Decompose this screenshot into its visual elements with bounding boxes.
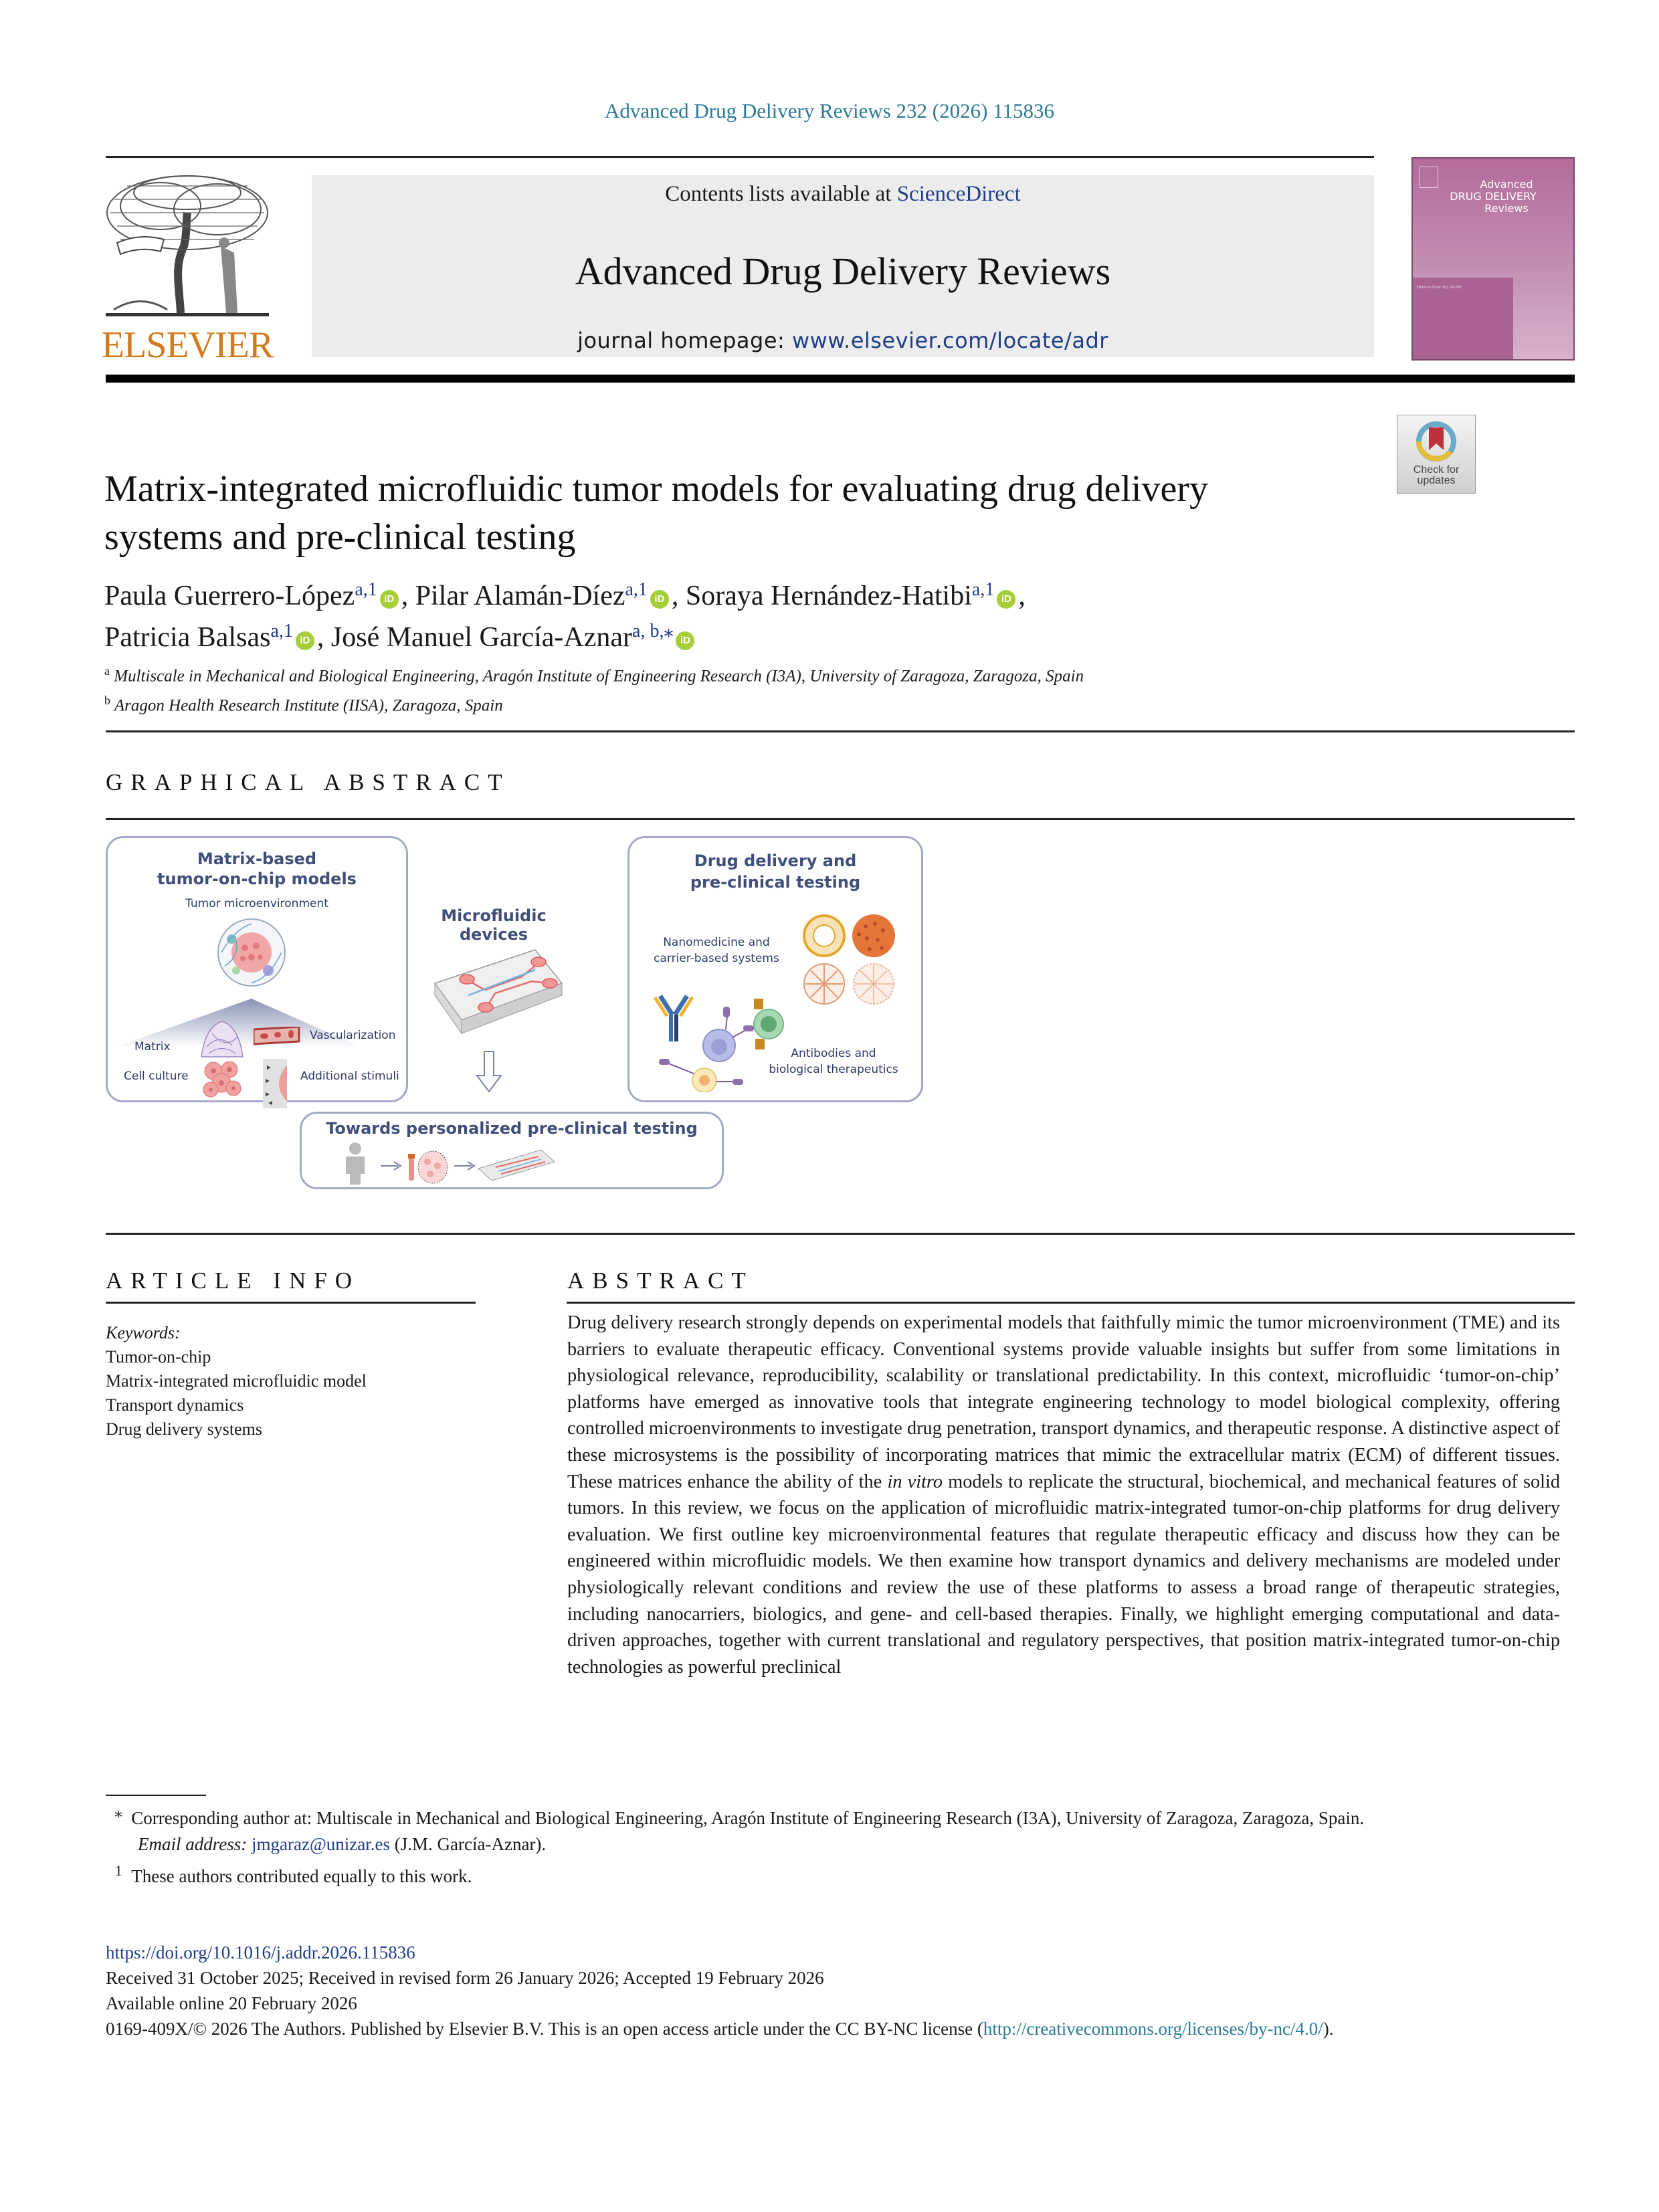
antibodies-label-2: biological therapeutics (769, 1063, 898, 1076)
affiliations (104, 659, 1509, 718)
author-name[interactable]: Patricia Balsas (104, 622, 271, 653)
available-online-line: Available online 20 February 2026 (106, 1993, 357, 2013)
cell-culture-label: Cell culture (124, 1070, 189, 1083)
author-name[interactable]: Soraya Hernández-Hatibi (685, 581, 972, 611)
header-rule (106, 156, 1374, 158)
elsevier-wordmark: ELSEVIER (101, 324, 274, 366)
homepage-prefix: journal homepage: (577, 328, 792, 353)
microfluidic-chip-icon (421, 943, 569, 1037)
author-line-1: Paula Guerrero-López$^{a,1}$ iD , Pilar Alamán-Díez$^{a,1}$ iD , Soraya Hernández-Hatibi$^{a,1}$ iD , (104, 579, 1026, 611)
abstract-rule (567, 1302, 1575, 1304)
antibodies-label-1: Antibodies and (791, 1047, 876, 1060)
doi-link[interactable]: https://doi.org/10.1016/j.addr.2026.115836 (106, 1942, 415, 1963)
title-line-2: systems and pre-clinical testing (104, 516, 576, 558)
check-updates-line2: updates (1417, 475, 1456, 486)
keyword-item[interactable]: Matrix-integrated microfluidic model (106, 1371, 367, 1391)
panel-drug-delivery (627, 836, 923, 1102)
affiliation-key: b (104, 694, 110, 708)
down-arrow-icon (476, 1050, 502, 1094)
email-note (106, 1831, 1564, 1857)
license-suffix: ). (1323, 2019, 1334, 2039)
author-affiliation-sup[interactable]: a,1 (270, 621, 293, 641)
equal-mark: 1 (114, 1862, 122, 1879)
history-line: Received 31 October 2025; Received in revised form 26 January 2026; Accepted 19 February 2026 (106, 1968, 824, 1988)
keyword-item[interactable]: Tumor-on-chip (106, 1347, 211, 1367)
license-line (106, 2016, 1564, 2041)
author-name[interactable]: Pilar Alamán-Díez (415, 581, 625, 611)
nanomedicine-label-2: carrier-based systems (654, 952, 779, 965)
footnote-rule (106, 1795, 206, 1796)
graphical-abstract-heading: GRAPHICAL ABSTRACT (106, 769, 510, 795)
journal-homepage-link[interactable]: www.elsevier.com/locate/adr (791, 328, 1108, 353)
blood-vessel-icon (254, 1027, 300, 1048)
author-affiliation-sup[interactable]: a, b,⁎ (632, 621, 674, 641)
panel-matrix-based-models (106, 836, 408, 1102)
affiliation-text: Multiscale in Mechanical and Biological Engineering, Aragón Institute of Engineering Research (I3A), University of Zaragoza, Zaragoza, Spain (114, 667, 1084, 686)
tumor-microenvironment-icon (215, 916, 288, 989)
orcid-icon[interactable]: iD (296, 631, 314, 650)
affiliation-key: a (104, 664, 110, 678)
affiliation-text: Aragon Health Research Institute (IISA), Zaragoza, Spain (114, 696, 503, 715)
panel-right-title (629, 850, 921, 893)
affiliation-b (104, 688, 1509, 718)
equal-text: These authors contributed equally to this work. (131, 1866, 472, 1886)
panel-right-title-1: Drug delivery and (694, 851, 857, 870)
panel-bottom-title: Towards personalized pre-clinical testing (326, 1119, 698, 1138)
email-label: Email address: (138, 1834, 248, 1854)
abstract-text-part1: Drug delivery research strongly depends on experimental models that faithfully mimic the tumor microenvironment (TME) and its barriers to evaluate therapeutic efficacy. Conventional systems provide valuable insights but suffer from some limitations in physiological relevance, reproducibility, scalability or translational predictability. In this context, microfluidic ‘tumor-on-chip’ platforms have emerged as innovative tools that integrate engineering technology to model biological complexity, offering controlled microenvironments to investigate drug penetration, transport dynamics, and therapeutic response. A distinctive aspect of these microsystems is the possibility of incorporating matrices that mimic the extracellular matrix (ECM) of different tissues. These matrices enhance the ability of the (567, 1312, 1560, 1492)
personalized-workflow-icon (340, 1142, 675, 1185)
journal-banner (312, 175, 1374, 357)
author-list (104, 575, 1509, 658)
cover-line1: Advanced (1480, 178, 1533, 191)
abstract-text-part2: models to replicate the structural, biochemical, and mechanical features of solid tumors. In this review, we focus on the application of microfluidic matrix-integrated tumor-on-chip platforms for drug delivery evaluation. We first outline key microenvironmental features that regulate therapeutic efficacy and discuss how they can be engineered within microfluidic models. We then examine how transport dynamics and delivery mechanisms are modeled under physiologically relevant conditions and review the use of these platforms to assess a broad range of therapeutic strategies, including nanocarriers, biologics, and gene- and cell-based therapies. Finally, we highlight emerging computational and data-driven approaches, together with current translational and regulatory perspectives, that position matrix-integrated tumor-on-chip technologies as powerful preclinical (567, 1471, 1561, 1678)
cover-line2: DRUG DELIVERY (1450, 190, 1537, 203)
affiliation-a (104, 659, 1509, 688)
graphical-abstract-bottom-rule (106, 1233, 1575, 1235)
graphical-abstract-figure[interactable] (106, 836, 922, 1197)
contents-prefix: Contents lists available at (665, 182, 897, 206)
keywords-section (106, 1321, 480, 1441)
cover-title (1413, 179, 1573, 215)
contents-line (312, 182, 1374, 207)
check-updates-badge-icon (1413, 419, 1460, 464)
abstract-paragraph (567, 1310, 1560, 1680)
additional-stimuli-icon (263, 1059, 287, 1108)
orcid-icon[interactable]: iD (380, 590, 399, 609)
cover-line3: Reviews (1484, 202, 1529, 215)
license-link[interactable]: http://creativecommons.org/licenses/by-nc/4.0/ (983, 2019, 1323, 2039)
nanocarriers-icon (800, 912, 900, 1009)
additional-stimuli-label: Additional stimuli (300, 1070, 399, 1083)
email-suffix: (J.M. García-Aznar). (390, 1834, 547, 1854)
check-updates-label (1397, 465, 1475, 486)
nanomedicine-label-1: Nanomedicine and (663, 936, 770, 949)
footnotes (106, 1799, 1564, 1890)
keywords-label: Keywords: (106, 1323, 181, 1342)
panel-left-title (108, 849, 406, 889)
nanomedicine-label (643, 934, 790, 967)
author-affiliation-sup[interactable]: a,1 (355, 579, 377, 600)
microfluidic-devices-title: Microfluidic devices (441, 906, 547, 944)
journal-title: Advanced Drug Delivery Reviews (575, 249, 1111, 293)
banner-bottom-rule (106, 375, 1575, 383)
tme-label: Tumor microenvironment (185, 897, 328, 910)
panel-personalized-testing (300, 1112, 724, 1189)
cell-culture-icon (201, 1059, 243, 1100)
article-info-rule (106, 1302, 476, 1304)
cover-box (1413, 278, 1513, 361)
sciencedirect-link[interactable]: ScienceDirect (896, 182, 1021, 206)
author-line-2: Patricia Balsas$^{a,1}$ iD , José Manuel García-Aznar$^{a, b,⁎}$ iD (104, 617, 1509, 658)
keyword-item[interactable]: Drug delivery systems (106, 1419, 262, 1439)
elsevier-logo[interactable] (100, 173, 274, 367)
article-info-heading: ARTICLE INFO (106, 1268, 361, 1294)
vascularization-label: Vascularization (310, 1029, 396, 1042)
email-link[interactable]: jmgaraz@unizar.es (252, 1834, 391, 1854)
author-name[interactable]: Paula Guerrero-López (104, 581, 355, 611)
panel-right-title-2: pre-clinical testing (690, 873, 861, 892)
abstract-heading: ABSTRACT (567, 1268, 754, 1294)
corresponding-mark: ⁎ (114, 1804, 122, 1821)
antibodies-label (757, 1045, 910, 1078)
panel-left-title-2: tumor-on-chip models (157, 870, 357, 888)
affiliations-rule (106, 730, 1575, 732)
running-header[interactable]: Advanced Drug Delivery Reviews 232 (2026) 115836 (604, 99, 1055, 122)
corresponding-author-note (106, 1799, 1564, 1831)
author-affiliation-sup[interactable]: a,1 (971, 579, 995, 600)
matrix-label: Matrix (134, 1040, 171, 1053)
panel-left-title-1: Matrix-based (197, 849, 317, 868)
graphical-abstract-rule (106, 818, 1575, 820)
author-name[interactable]: José Manuel García-Aznar (330, 622, 633, 653)
check-updates-line1: Check for (1413, 464, 1460, 476)
abstract-text (567, 1310, 1560, 1680)
homepage-line (312, 328, 1374, 353)
abstract-italic-term: in vitro (887, 1471, 943, 1492)
publication-info (106, 1940, 1564, 2041)
check-for-updates-button[interactable] (1397, 415, 1476, 494)
orcid-icon[interactable]: iD (676, 631, 694, 650)
article-title (104, 465, 1389, 561)
orcid-icon[interactable]: iD (997, 590, 1015, 609)
corresponding-text: Corresponding author at: Multiscale in Mechanical and Biological Engineering, Aragón Institute of Engineering Research (I3A), University of Zaragoza, Zaragoza, Spain. (131, 1808, 1365, 1828)
title-line-1: Matrix-integrated microfluidic tumor models for evaluating drug delivery (104, 468, 1208, 510)
journal-cover-image[interactable] (1411, 157, 1575, 361)
author-affiliation-sup[interactable]: a,1 (625, 579, 648, 600)
orcid-icon[interactable]: iD (650, 590, 669, 609)
keyword-item[interactable]: Transport dynamics (106, 1395, 244, 1415)
matrix-hydrogel-icon (199, 1020, 246, 1060)
tree-engraving-icon (100, 173, 274, 320)
license-prefix: 0169-409X/© 2026 The Authors. Published by Elsevier B.V. This is an open access article under the CC BY-NC license ( (106, 2019, 983, 2039)
cover-editor: Editor-in-Chief: M.J. VICENT (1417, 286, 1462, 290)
equal-contribution-note (106, 1857, 1564, 1890)
